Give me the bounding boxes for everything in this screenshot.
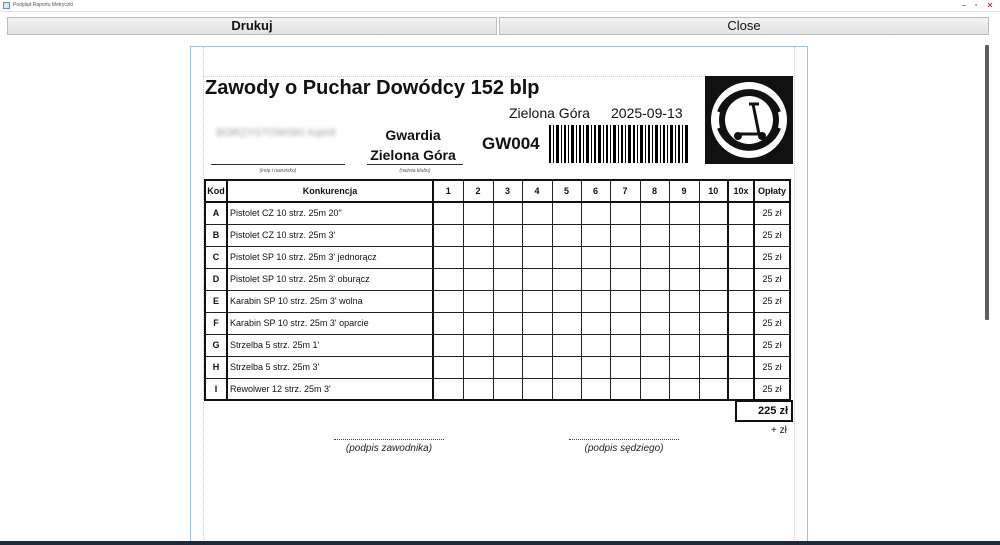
shot-score-cell [610,290,640,312]
report-page [190,46,808,541]
shot-score-cell [463,202,493,224]
shot-score-cell [610,334,640,356]
shot-score-cell [581,290,610,312]
shot-score-cell [522,378,552,400]
inner-ten-cell [728,290,754,312]
shot-score-cell [522,246,552,268]
maximize-icon[interactable]: ▫ [974,2,978,9]
row-fee: 25 zł [754,246,790,268]
shot-score-cell [610,224,640,246]
table-row [205,356,790,378]
row-code: E [205,290,227,312]
shot-score-cell [581,312,610,334]
shot-score-cell [581,268,610,290]
column-header: 7 [610,180,640,202]
row-fee: 25 zł [754,202,790,224]
shot-score-cell [463,224,493,246]
shot-score-cell [433,356,463,378]
table-row [205,224,790,246]
shot-score-cell [581,202,610,224]
shot-score-cell [522,268,552,290]
app-icon [3,2,10,9]
row-fee: 25 zł [754,334,790,356]
judge-signature-label: (podpis sędziego) [584,443,664,454]
shot-score-cell [552,224,581,246]
shot-score-cell [640,356,669,378]
row-fee: 25 zł [754,312,790,334]
shot-score-cell [610,268,640,290]
column-header: Opłaty [754,180,790,202]
shot-score-cell [552,356,581,378]
column-header: 9 [669,180,699,202]
shot-score-cell [522,356,552,378]
taskbar [0,541,1000,545]
shot-score-cell [493,246,522,268]
shot-score-cell [640,378,669,400]
row-code: D [205,268,227,290]
table-row [205,246,790,268]
shot-score-cell [669,246,699,268]
row-event-name: Pistolet SP 10 strz. 25m 3' jednorącz [227,246,433,268]
shot-score-cell [493,268,522,290]
shot-score-cell [463,378,493,400]
shot-score-cell [610,202,640,224]
shot-score-cell [493,378,522,400]
shot-score-cell [493,312,522,334]
shot-score-cell [552,246,581,268]
table-row [205,334,790,356]
close-window-icon[interactable]: ✕ [986,1,994,10]
margin-guide-right [794,47,795,542]
shot-score-cell [522,224,552,246]
shot-score-cell [493,356,522,378]
row-code: F [205,312,227,334]
shot-score-cell [669,378,699,400]
shot-score-cell [581,224,610,246]
shot-score-cell [522,312,552,334]
row-event-name: Strzelba 5 strz. 25m 1' [227,334,433,356]
inner-ten-cell [728,202,754,224]
inner-ten-cell [728,224,754,246]
shot-score-cell [669,268,699,290]
competitor-code: GW004 [482,134,540,153]
row-event-name: Pistolet CZ 10 strz. 25m 3' [227,224,433,246]
competitor-signature-label: (podpis zawodnika) [345,443,433,454]
row-event-name: Strzelba 5 strz. 25m 3' [227,356,433,378]
shot-score-cell [433,334,463,356]
shot-score-cell [433,202,463,224]
shot-score-cell [463,290,493,312]
shot-score-cell [493,202,522,224]
inner-ten-cell [728,312,754,334]
inner-ten-cell [728,334,754,356]
total-fee: 225 zł [735,400,793,422]
shot-score-cell [610,378,640,400]
shot-score-cell [640,334,669,356]
vertical-scrollbar[interactable] [985,45,989,320]
row-fee: 25 zł [754,356,790,378]
shot-score-cell [463,334,493,356]
shot-score-cell [581,356,610,378]
competitor-name: BORZYSTOWSKI Kamil [216,127,336,139]
shot-score-cell [640,290,669,312]
shot-score-cell [699,312,728,334]
row-event-name: Karabin SP 10 strz. 25m 3' oparcie [227,312,433,334]
row-fee: 25 zł [754,378,790,400]
shot-score-cell [581,246,610,268]
shot-score-cell [552,378,581,400]
shot-score-cell [669,312,699,334]
competitor-name-caption: (imię i nazwisko) [259,168,297,174]
shot-score-cell [610,246,640,268]
club-name-caption: (nazwa klubu) [399,168,431,174]
close-button[interactable]: Close [499,17,989,35]
table-row [205,378,790,400]
judge-signature-line [569,439,679,440]
inner-ten-cell [728,246,754,268]
shot-score-cell [522,334,552,356]
shot-score-cell [522,290,552,312]
shot-score-cell [640,246,669,268]
row-fee: 25 zł [754,290,790,312]
shot-score-cell [699,290,728,312]
shot-score-cell [552,202,581,224]
row-code: B [205,224,227,246]
shot-score-cell [433,290,463,312]
row-code: A [205,202,227,224]
table-row [205,202,790,224]
shot-score-cell [669,202,699,224]
shot-score-cell [552,268,581,290]
shot-score-cell [463,268,493,290]
shot-score-cell [522,202,552,224]
shot-score-cell [699,334,728,356]
shot-score-cell [493,290,522,312]
event-date: 2025-09-13 [611,105,683,121]
minimize-icon[interactable]: – [962,2,966,9]
column-header: 8 [640,180,669,202]
shot-score-cell [433,224,463,246]
row-code: C [205,246,227,268]
shot-score-cell [640,202,669,224]
shot-score-cell [433,312,463,334]
column-header: Kod [205,180,227,202]
shot-score-cell [640,268,669,290]
column-header: Konkurencja [227,180,433,202]
shot-score-cell [552,334,581,356]
shot-score-cell [463,356,493,378]
column-header: 4 [522,180,552,202]
score-table [204,179,791,401]
shot-score-cell [669,334,699,356]
shot-score-cell [581,334,610,356]
column-header: 10x [728,180,754,202]
shot-score-cell [493,224,522,246]
shot-score-cell [610,312,640,334]
row-code: H [205,356,227,378]
table-row [205,268,790,290]
barcode-icon [549,125,689,163]
column-header: 1 [433,180,463,202]
row-event-name: Karabin SP 10 strz. 25m 3' wolna [227,290,433,312]
title-bar [0,0,1000,12]
shot-score-cell [640,312,669,334]
shot-score-cell [610,356,640,378]
shot-score-cell [699,268,728,290]
row-fee: 25 zł [754,224,790,246]
table-header-row [205,180,790,202]
row-event-name: Rewolwer 12 strz. 25m 3' [227,378,433,400]
shot-score-cell [669,290,699,312]
row-event-name: Pistolet CZ 10 strz. 25m 20" [227,202,433,224]
window-title: Podgląd Raportu Metryczki [13,2,74,8]
table-row [205,290,790,312]
club-name-line [367,164,463,165]
shot-score-cell [433,378,463,400]
row-fee: 25 zł [754,268,790,290]
row-code: I [205,378,227,400]
competitor-signature-line [334,439,444,440]
shot-score-cell [581,378,610,400]
competitor-name-line [211,164,345,165]
extra-fee: + zł [771,425,787,436]
event-city: Zielona Góra [509,105,590,121]
club-logo-icon [705,76,793,164]
shot-score-cell [699,378,728,400]
toolbar [0,12,1000,38]
inner-ten-cell [728,378,754,400]
column-header: 10 [699,180,728,202]
column-header: 6 [581,180,610,202]
shot-score-cell [699,246,728,268]
row-code: G [205,334,227,356]
shot-score-cell [433,246,463,268]
shot-score-cell [699,356,728,378]
shot-score-cell [669,356,699,378]
inner-ten-cell [728,356,754,378]
column-header: 2 [463,180,493,202]
print-button[interactable]: Drukuj [7,17,497,35]
column-header: 3 [493,180,522,202]
column-header: 5 [552,180,581,202]
club-name: Gwardia Zielona Góra [370,127,456,163]
shot-score-cell [433,268,463,290]
shot-score-cell [463,246,493,268]
shot-score-cell [493,334,522,356]
shot-score-cell [552,290,581,312]
shot-score-cell [699,202,728,224]
table-row [205,312,790,334]
shot-score-cell [699,224,728,246]
shot-score-cell [669,224,699,246]
inner-ten-cell [728,268,754,290]
shot-score-cell [463,312,493,334]
shot-score-cell [552,312,581,334]
shot-score-cell [640,224,669,246]
event-title: Zawody o Puchar Dowódcy 152 blp [205,77,540,99]
row-event-name: Pistolet SP 10 strz. 25m 3' oburącz [227,268,433,290]
